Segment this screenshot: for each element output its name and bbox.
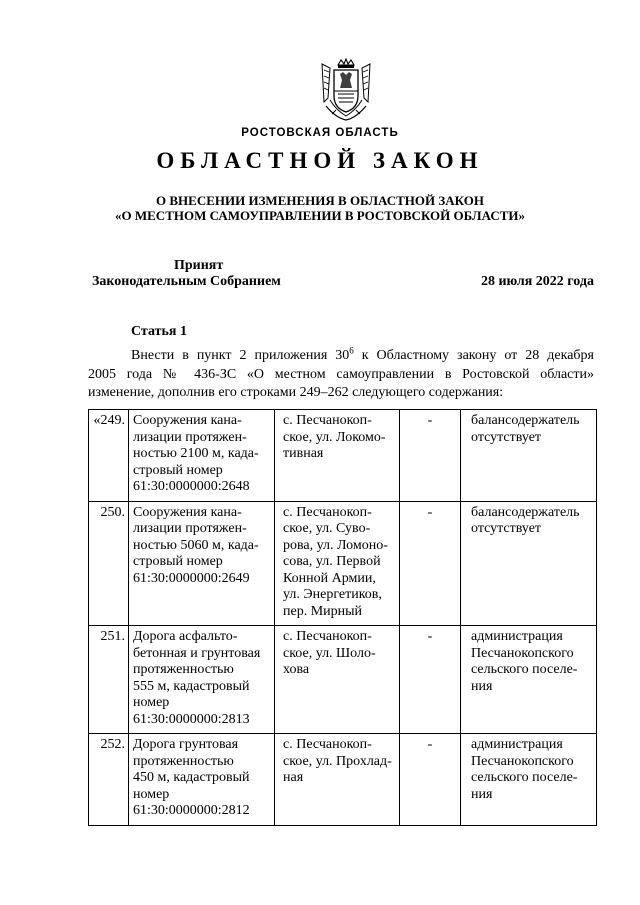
- object-address: [275, 410, 400, 502]
- coat-of-arms-icon: [316, 58, 376, 122]
- object-description-line: Сооружения кана-: [133, 504, 242, 520]
- subtitle-line-1: О ВНЕСЕНИИ ИЗМЕНЕНИЯ В ОБЛАСТНОЙ ЗАКОН: [156, 193, 484, 208]
- balance-holder-line: ния: [471, 786, 493, 802]
- region-name: РОСТОВСКАЯ ОБЛАСТЬ: [241, 127, 399, 139]
- objects-table-body: [89, 410, 597, 826]
- object-address-line: с. Песчанокоп-: [283, 629, 372, 644]
- object-description: [129, 734, 275, 826]
- document-type-title: ОБЛАСТНОЙ ЗАКОН: [156, 148, 484, 173]
- object-description-line: лизации протяжен-: [133, 521, 247, 536]
- balance-holder: [461, 410, 597, 502]
- objects-table: [88, 409, 597, 826]
- article-text-line-2: 2005 года № 436-ЗС «О местном самоуправлении в Ростовской области»: [88, 366, 594, 382]
- object-description-line: протяженностью: [133, 662, 234, 677]
- object-description-line: Дорога грунтовая: [133, 737, 239, 752]
- balance-holder-line: сельского поселе-: [471, 770, 578, 785]
- article-text-line-1: [88, 347, 594, 366]
- object-description-line: ностью 5060 м, када-: [133, 537, 259, 553]
- balance-holder-line: балансодержатель: [471, 504, 580, 520]
- object-description-line: номер: [133, 695, 170, 710]
- object-description-line: Сооружения кана-: [133, 413, 242, 428]
- table-row: [89, 501, 597, 626]
- empty-column-dash: -: [400, 734, 461, 826]
- row-number: «249.: [89, 410, 129, 502]
- object-address-line: рова, ул. Ломоно-: [283, 537, 388, 553]
- object-address-line: ул. Энергетиков,: [283, 587, 382, 602]
- balance-holder-line: балансодержатель: [471, 413, 580, 428]
- object-address-line: ское, ул. Шоло-: [283, 645, 376, 661]
- empty-column-dash: -: [400, 410, 461, 502]
- balance-holder: [461, 734, 597, 826]
- object-address: [275, 734, 400, 826]
- table-row: [89, 734, 597, 826]
- object-address: [275, 626, 400, 734]
- article-text-part-a: Внести в пункт 2 приложения 30: [131, 348, 350, 363]
- object-description-line: ностью 2100 м, када-: [133, 446, 259, 461]
- object-address-line: хова: [283, 662, 310, 677]
- balance-holder-line: администрация: [471, 737, 563, 752]
- object-description-line: стровый номер: [133, 554, 223, 569]
- article-text-part-b: к Областному закону от 28 декабря: [353, 348, 594, 363]
- object-address-line: сова, ул. Первой: [283, 554, 381, 569]
- object-description-line: 450 м, кадастровый: [133, 770, 250, 785]
- article-title: Статья 1: [131, 324, 187, 339]
- law-subtitle: [0, 193, 640, 223]
- object-description-line: Дорога асфальто-: [133, 629, 238, 644]
- object-address-line: ское, ул. Локомо-: [283, 429, 386, 445]
- object-description: [129, 626, 275, 734]
- balance-holder: [461, 626, 597, 734]
- object-description-line: лизации протяжен-: [133, 429, 247, 445]
- table-row: [89, 626, 597, 734]
- empty-column-dash: -: [400, 501, 461, 626]
- coat-of-arms-emblem: [316, 58, 376, 122]
- balance-holder-line: ния: [471, 678, 493, 694]
- object-description-line: 61:30:0000000:2812: [133, 803, 250, 818]
- object-address-line: ское, ул. Прохлад-: [283, 753, 392, 769]
- object-description-line: бетонная и грунтовая: [133, 645, 261, 661]
- empty-column-dash: -: [400, 626, 461, 734]
- object-address: [275, 501, 400, 626]
- adopted-label: Принят: [174, 258, 224, 273]
- balance-holder-line: отсутствует: [471, 429, 542, 445]
- object-address-line: Конной Армии,: [283, 570, 376, 586]
- subtitle-line-2: «О МЕСТНОМ САМОУПРАВЛЕНИИ В РОСТОВСКОЙ ОБЛАСТИ»: [115, 208, 525, 223]
- row-number: 250.: [89, 501, 129, 626]
- object-address-line: с. Песчанокоп-: [283, 737, 372, 752]
- object-address-line: тивная: [283, 446, 324, 461]
- object-description: [129, 410, 275, 502]
- object-address-line: с. Песчанокоп-: [283, 413, 372, 428]
- object-description-line: протяженностью: [133, 753, 234, 769]
- object-description-line: 61:30:0000000:2813: [133, 711, 250, 727]
- object-description-line: 61:30:0000000:2649: [133, 570, 250, 586]
- object-address-line: с. Песчанокоп-: [283, 504, 372, 520]
- object-address-line: ная: [283, 770, 304, 785]
- balance-holder: [461, 501, 597, 626]
- row-number: 251.: [89, 626, 129, 734]
- adoption-date: 28 июля 2022 года: [480, 274, 594, 289]
- object-description-line: 61:30:0000000:2648: [133, 479, 250, 494]
- balance-holder-line: администрация: [471, 629, 563, 644]
- balance-holder-line: сельского поселе-: [471, 662, 578, 677]
- article-text-line-3: изменение, дополнив его строками 249–262 следующего содержания:: [88, 385, 504, 400]
- balance-holder-line: Песчанокопского: [471, 645, 574, 661]
- object-description: [129, 501, 275, 626]
- article-text: [88, 347, 594, 403]
- object-description-line: номер: [133, 786, 170, 802]
- adopted-by-label: Законодательным Собранием: [92, 274, 281, 289]
- object-description-line: стровый номер: [133, 462, 223, 478]
- object-address-line: ское, ул. Суво-: [283, 521, 371, 536]
- table-row: [89, 410, 597, 502]
- object-address-line: пер. Мирный: [283, 603, 363, 619]
- object-description-line: 555 м, кадастровый: [133, 678, 250, 694]
- balance-holder-line: отсутствует: [471, 521, 542, 536]
- balance-holder-line: Песчанокопского: [471, 753, 574, 769]
- article-text-superscript: 6: [349, 345, 354, 356]
- row-number: 252.: [89, 734, 129, 826]
